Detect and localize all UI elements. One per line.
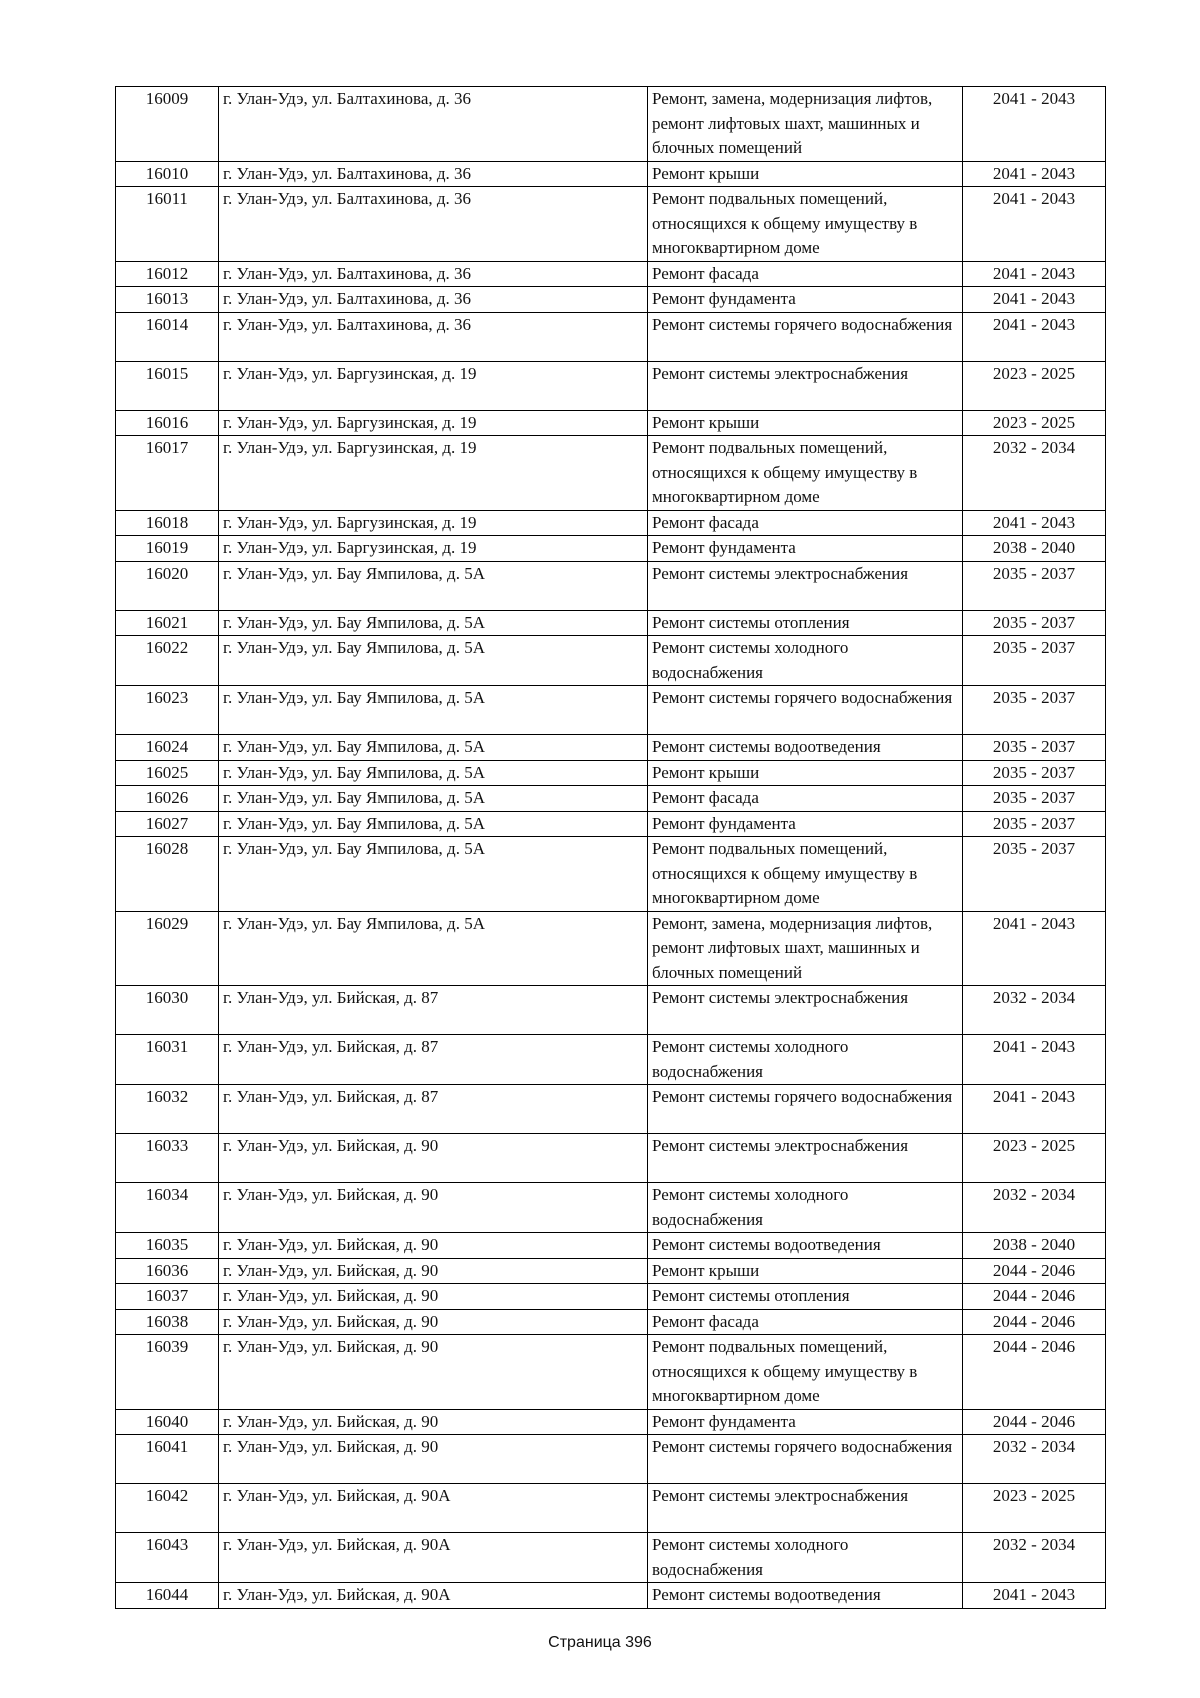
cell-work-type: Ремонт системы холодного водоснабжения: [648, 1533, 963, 1583]
cell-address: г. Улан-Удэ, ул. Бийская, д. 90: [219, 1233, 648, 1259]
cell-id: 16027: [116, 811, 219, 837]
cell-address: г. Улан-Удэ, ул. Баргузинская, д. 19: [219, 361, 648, 410]
cell-work-type: Ремонт системы отопления: [648, 1284, 963, 1310]
table-row: [116, 361, 1106, 410]
cell-address: г. Улан-Удэ, ул. Бау Ямпилова, д. 5А: [219, 610, 648, 636]
cell-address: г. Улан-Удэ, ул. Бау Ямпилова, д. 5А: [219, 786, 648, 812]
table-row: [116, 1258, 1106, 1284]
cell-id: 16025: [116, 760, 219, 786]
cell-address: г. Улан-Удэ, ул. Бийская, д. 90А: [219, 1484, 648, 1533]
cell-id: 16018: [116, 510, 219, 536]
cell-id: 16035: [116, 1233, 219, 1259]
cell-address: г. Улан-Удэ, ул. Баргузинская, д. 19: [219, 536, 648, 562]
cell-id: 16040: [116, 1409, 219, 1435]
cell-period: 2041 - 2043: [963, 510, 1106, 536]
cell-work-type: Ремонт крыши: [648, 1258, 963, 1284]
table-row: [116, 1085, 1106, 1134]
cell-address: г. Улан-Удэ, ул. Бийская, д. 90: [219, 1284, 648, 1310]
table-row: [116, 811, 1106, 837]
cell-work-type: Ремонт системы отопления: [648, 610, 963, 636]
cell-address: г. Улан-Удэ, ул. Бау Ямпилова, д. 5А: [219, 811, 648, 837]
cell-work-type: Ремонт крыши: [648, 760, 963, 786]
table-row: [116, 1583, 1106, 1609]
table-row: [116, 312, 1106, 361]
cell-period: 2035 - 2037: [963, 686, 1106, 735]
table-row: [116, 536, 1106, 562]
cell-period: 2041 - 2043: [963, 1085, 1106, 1134]
cell-address: г. Улан-Удэ, ул. Балтахинова, д. 36: [219, 187, 648, 262]
cell-id: 16020: [116, 561, 219, 610]
cell-id: 16044: [116, 1583, 219, 1609]
cell-address: г. Улан-Удэ, ул. Бау Ямпилова, д. 5А: [219, 636, 648, 686]
cell-id: 16023: [116, 686, 219, 735]
cell-id: 16036: [116, 1258, 219, 1284]
table-row: [116, 287, 1106, 313]
cell-id: 16039: [116, 1335, 219, 1410]
cell-address: г. Улан-Удэ, ул. Баргузинская, д. 19: [219, 436, 648, 511]
cell-period: 2035 - 2037: [963, 636, 1106, 686]
table-row: [116, 1435, 1106, 1484]
cell-period: 2035 - 2037: [963, 561, 1106, 610]
cell-id: 16034: [116, 1183, 219, 1233]
cell-id: 16031: [116, 1035, 219, 1085]
cell-period: 2038 - 2040: [963, 536, 1106, 562]
table-row: [116, 1335, 1106, 1410]
cell-id: 16011: [116, 187, 219, 262]
table-row: [116, 986, 1106, 1035]
cell-period: 2044 - 2046: [963, 1309, 1106, 1335]
cell-id: 16019: [116, 536, 219, 562]
cell-period: 2044 - 2046: [963, 1335, 1106, 1410]
cell-period: 2041 - 2043: [963, 1583, 1106, 1609]
cell-period: 2044 - 2046: [963, 1409, 1106, 1435]
cell-work-type: Ремонт фасада: [648, 1309, 963, 1335]
cell-work-type: Ремонт крыши: [648, 410, 963, 436]
cell-period: 2035 - 2037: [963, 786, 1106, 812]
page-number: Страница 396: [548, 1634, 652, 1651]
cell-work-type: Ремонт системы водоотведения: [648, 735, 963, 761]
cell-period: 2032 - 2034: [963, 436, 1106, 511]
cell-id: 16024: [116, 735, 219, 761]
cell-work-type: Ремонт фундамента: [648, 1409, 963, 1435]
cell-id: 16029: [116, 911, 219, 986]
cell-work-type: Ремонт системы холодного водоснабжения: [648, 636, 963, 686]
cell-address: г. Улан-Удэ, ул. Бийская, д. 90: [219, 1309, 648, 1335]
cell-period: 2035 - 2037: [963, 811, 1106, 837]
cell-address: г. Улан-Удэ, ул. Балтахинова, д. 36: [219, 87, 648, 162]
cell-work-type: Ремонт фундамента: [648, 287, 963, 313]
cell-period: 2023 - 2025: [963, 410, 1106, 436]
cell-id: 16042: [116, 1484, 219, 1533]
cell-address: г. Улан-Удэ, ул. Балтахинова, д. 36: [219, 287, 648, 313]
cell-address: г. Улан-Удэ, ул. Баргузинская, д. 19: [219, 510, 648, 536]
cell-id: 16043: [116, 1533, 219, 1583]
cell-id: 16022: [116, 636, 219, 686]
cell-id: 16014: [116, 312, 219, 361]
table-row: [116, 786, 1106, 812]
cell-period: 2041 - 2043: [963, 187, 1106, 262]
cell-id: 16009: [116, 87, 219, 162]
table-row: [116, 911, 1106, 986]
cell-id: 16032: [116, 1085, 219, 1134]
table-row: [116, 760, 1106, 786]
cell-work-type: Ремонт системы электроснабжения: [648, 1134, 963, 1183]
table-row: [116, 610, 1106, 636]
cell-id: 16026: [116, 786, 219, 812]
table-row: [116, 1309, 1106, 1335]
cell-address: г. Улан-Удэ, ул. Бау Ямпилова, д. 5А: [219, 735, 648, 761]
cell-work-type: Ремонт системы электроснабжения: [648, 1484, 963, 1533]
cell-work-type: Ремонт подвальных помещений, относящихся к общему имуществу в многоквартирном доме: [648, 436, 963, 511]
cell-work-type: Ремонт системы электроснабжения: [648, 986, 963, 1035]
cell-work-type: Ремонт фундамента: [648, 811, 963, 837]
table-row: [116, 1134, 1106, 1183]
cell-period: 2035 - 2037: [963, 610, 1106, 636]
cell-address: г. Улан-Удэ, ул. Бау Ямпилова, д. 5А: [219, 760, 648, 786]
cell-address: г. Улан-Удэ, ул. Балтахинова, д. 36: [219, 161, 648, 187]
cell-address: г. Улан-Удэ, ул. Бау Ямпилова, д. 5А: [219, 686, 648, 735]
table-row: [116, 1533, 1106, 1583]
cell-period: 2041 - 2043: [963, 261, 1106, 287]
cell-address: г. Улан-Удэ, ул. Бийская, д. 90А: [219, 1583, 648, 1609]
cell-work-type: Ремонт фасада: [648, 786, 963, 812]
cell-period: 2044 - 2046: [963, 1284, 1106, 1310]
cell-period: 2032 - 2034: [963, 1435, 1106, 1484]
cell-period: 2041 - 2043: [963, 911, 1106, 986]
cell-address: г. Улан-Удэ, ул. Баргузинская, д. 19: [219, 410, 648, 436]
cell-work-type: Ремонт, замена, модернизация лифтов, ремонт лифтовых шахт, машинных и блочных помещений: [648, 911, 963, 986]
cell-address: г. Улан-Удэ, ул. Бийская, д. 90: [219, 1183, 648, 1233]
table-row: [116, 1409, 1106, 1435]
cell-id: 16041: [116, 1435, 219, 1484]
cell-work-type: Ремонт системы холодного водоснабжения: [648, 1183, 963, 1233]
table-row: [116, 1484, 1106, 1533]
table-row: [116, 735, 1106, 761]
cell-work-type: Ремонт фундамента: [648, 536, 963, 562]
cell-period: 2032 - 2034: [963, 986, 1106, 1035]
cell-id: 16030: [116, 986, 219, 1035]
cell-address: г. Улан-Удэ, ул. Бийская, д. 90: [219, 1134, 648, 1183]
cell-work-type: Ремонт системы электроснабжения: [648, 561, 963, 610]
cell-period: 2041 - 2043: [963, 287, 1106, 313]
cell-address: г. Улан-Удэ, ул. Бийская, д. 87: [219, 1035, 648, 1085]
table-row: [116, 636, 1106, 686]
cell-id: 16013: [116, 287, 219, 313]
cell-id: 16033: [116, 1134, 219, 1183]
cell-period: 2035 - 2037: [963, 837, 1106, 912]
cell-work-type: Ремонт системы горячего водоснабжения: [648, 1435, 963, 1484]
cell-address: г. Улан-Удэ, ул. Бау Ямпилова, д. 5А: [219, 837, 648, 912]
table-row: [116, 1035, 1106, 1085]
cell-period: 2023 - 2025: [963, 1134, 1106, 1183]
cell-address: г. Улан-Удэ, ул. Бау Ямпилова, д. 5А: [219, 561, 648, 610]
table-row: [116, 87, 1106, 162]
cell-work-type: Ремонт фасада: [648, 261, 963, 287]
cell-period: 2041 - 2043: [963, 161, 1106, 187]
cell-address: г. Улан-Удэ, ул. Бийская, д. 90: [219, 1335, 648, 1410]
cell-period: 2041 - 2043: [963, 312, 1106, 361]
cell-id: 16012: [116, 261, 219, 287]
table-row: [116, 436, 1106, 511]
cell-work-type: Ремонт системы электроснабжения: [648, 361, 963, 410]
cell-id: 16028: [116, 837, 219, 912]
cell-work-type: Ремонт крыши: [648, 161, 963, 187]
cell-period: 2032 - 2034: [963, 1183, 1106, 1233]
cell-work-type: Ремонт подвальных помещений, относящихся к общему имуществу в многоквартирном доме: [648, 1335, 963, 1410]
table-row: [116, 261, 1106, 287]
cell-address: г. Улан-Удэ, ул. Бийская, д. 90: [219, 1409, 648, 1435]
cell-id: 16015: [116, 361, 219, 410]
table-row: [116, 187, 1106, 262]
table-row: [116, 161, 1106, 187]
cell-period: 2041 - 2043: [963, 87, 1106, 162]
cell-work-type: Ремонт подвальных помещений, относящихся к общему имуществу в многоквартирном доме: [648, 837, 963, 912]
cell-address: г. Улан-Удэ, ул. Бийская, д. 90: [219, 1258, 648, 1284]
cell-period: 2032 - 2034: [963, 1533, 1106, 1583]
cell-id: 16021: [116, 610, 219, 636]
cell-period: 2035 - 2037: [963, 735, 1106, 761]
table-row: [116, 1284, 1106, 1310]
cell-period: 2023 - 2025: [963, 361, 1106, 410]
cell-work-type: Ремонт подвальных помещений, относящихся к общему имуществу в многоквартирном доме: [648, 187, 963, 262]
cell-address: г. Улан-Удэ, ул. Бау Ямпилова, д. 5А: [219, 911, 648, 986]
table-row: [116, 1233, 1106, 1259]
cell-work-type: Ремонт фасада: [648, 510, 963, 536]
table-row: [116, 1183, 1106, 1233]
cell-id: 16010: [116, 161, 219, 187]
cell-work-type: Ремонт системы горячего водоснабжения: [648, 686, 963, 735]
cell-address: г. Улан-Удэ, ул. Бийская, д. 87: [219, 986, 648, 1035]
cell-period: 2038 - 2040: [963, 1233, 1106, 1259]
table-row: [116, 686, 1106, 735]
table-row: [116, 561, 1106, 610]
cell-work-type: Ремонт системы горячего водоснабжения: [648, 312, 963, 361]
cell-address: г. Улан-Удэ, ул. Бийская, д. 90А: [219, 1533, 648, 1583]
cell-address: г. Улан-Удэ, ул. Бийская, д. 87: [219, 1085, 648, 1134]
cell-id: 16016: [116, 410, 219, 436]
cell-id: 16017: [116, 436, 219, 511]
table-row: [116, 837, 1106, 912]
table-row: [116, 410, 1106, 436]
cell-work-type: Ремонт системы холодного водоснабжения: [648, 1035, 963, 1085]
table-row: [116, 510, 1106, 536]
cell-work-type: Ремонт системы горячего водоснабжения: [648, 1085, 963, 1134]
cell-work-type: Ремонт системы водоотведения: [648, 1233, 963, 1259]
cell-period: 2023 - 2025: [963, 1484, 1106, 1533]
table-body: [116, 87, 1106, 1609]
cell-id: 16037: [116, 1284, 219, 1310]
cell-work-type: Ремонт системы водоотведения: [648, 1583, 963, 1609]
cell-address: г. Улан-Удэ, ул. Балтахинова, д. 36: [219, 261, 648, 287]
repair-schedule-table: [115, 86, 1106, 1609]
cell-period: 2035 - 2037: [963, 760, 1106, 786]
cell-period: 2044 - 2046: [963, 1258, 1106, 1284]
cell-address: г. Улан-Удэ, ул. Балтахинова, д. 36: [219, 312, 648, 361]
cell-work-type: Ремонт, замена, модернизация лифтов, ремонт лифтовых шахт, машинных и блочных помещений: [648, 87, 963, 162]
cell-id: 16038: [116, 1309, 219, 1335]
cell-address: г. Улан-Удэ, ул. Бийская, д. 90: [219, 1435, 648, 1484]
cell-period: 2041 - 2043: [963, 1035, 1106, 1085]
